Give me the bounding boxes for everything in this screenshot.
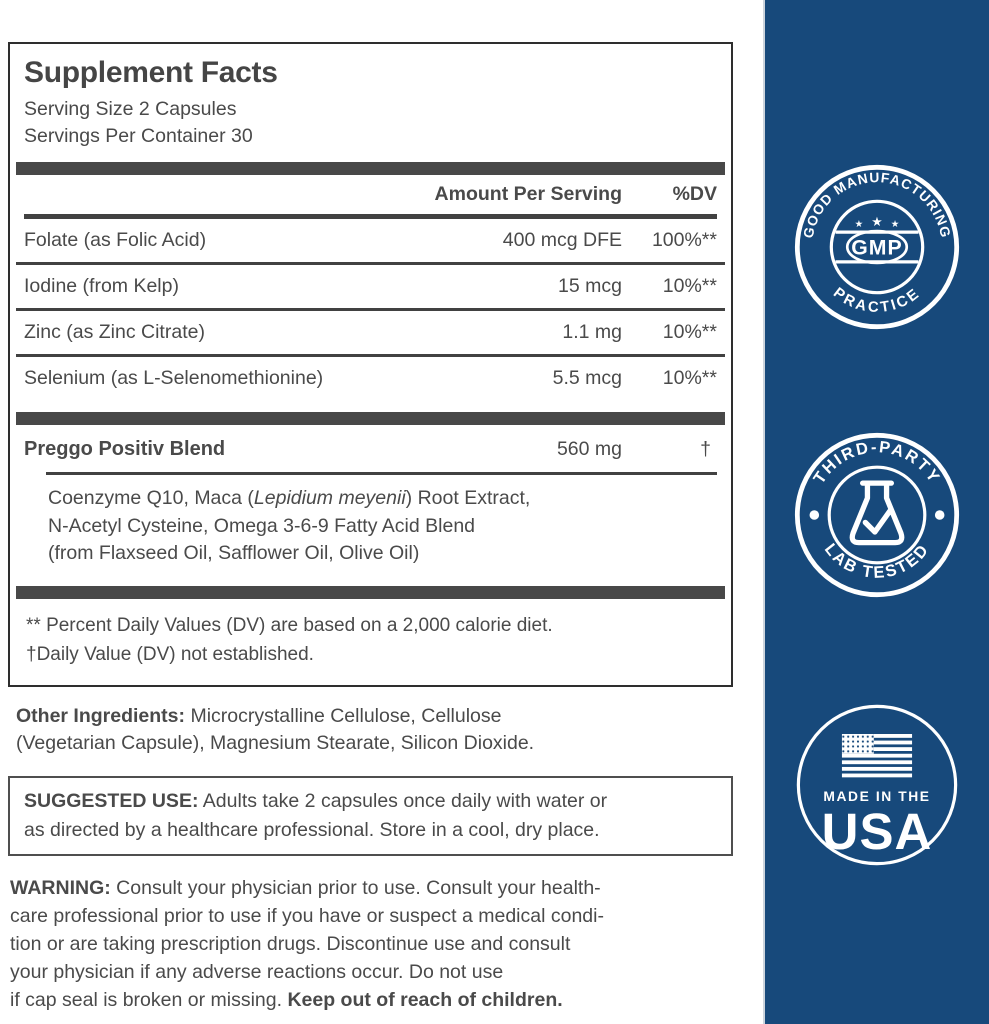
certification-sidebar (763, 0, 989, 1024)
divider-bar-middle (16, 412, 725, 425)
warning-text: if cap seal is broken or missing. (10, 989, 288, 1011)
warning (8, 874, 733, 1014)
suggested-use-text: as directed by a healthcare professional. Store in a cool, dry place. (24, 819, 600, 841)
divider-bar-top (16, 162, 725, 175)
svg-text:THIRD-PARTY (810, 438, 944, 487)
other-ingredients-text: Microcrystalline Cellulose, Cellulose (185, 704, 502, 727)
lab-arc-bottom-text: LAB TESTED (820, 540, 934, 582)
suggested-use-label: SUGGESTED USE: (24, 790, 199, 812)
warning-text: Consult your physician prior to use. Consult your health- (110, 877, 601, 899)
nutrient-dv: 100%** (651, 229, 717, 251)
other-ingredients (8, 703, 733, 757)
usa-big-text: USA (821, 802, 933, 860)
nutrient-name: Selenium (as L-Selenomethionine) (24, 367, 324, 389)
nutrient-amount: 5.5 mcg (552, 367, 622, 389)
other-ingredients-label: Other Ingredients: (16, 704, 186, 727)
footnotes (16, 599, 725, 673)
made-in-usa-badge-icon (792, 700, 962, 870)
gmp-center-text: GMP (851, 235, 903, 260)
nutrient-name: Zinc (as Zinc Citrate) (24, 321, 205, 343)
star-icon: ★ (854, 218, 864, 230)
blend-name: Preggo Positiv Blend (24, 438, 226, 460)
warning-text: your physician if any adverse reactions occur. Do not use (10, 961, 504, 983)
column-dv: %DV (672, 183, 717, 205)
flask-icon (852, 483, 901, 543)
column-amount-per-serving: Amount Per Serving (434, 183, 622, 205)
usa-small-text: MADE IN THE (823, 787, 931, 804)
nutrient-amount: 15 mcg (558, 275, 622, 297)
made-in-usa-badge (792, 700, 962, 870)
nutrient-name: Folate (as Folic Acid) (24, 229, 207, 251)
lab-left-dot (810, 510, 820, 520)
divider-bar-bottom (16, 586, 725, 599)
star-icon: ★ (871, 213, 883, 229)
gmp-arc-top-text: GOOD MANUFACTURING (799, 169, 955, 240)
gmp-badge (792, 162, 962, 332)
other-ingredients-text: (Vegetarian Capsule), Magnesium Stearate, Silicon Dioxide. (16, 731, 535, 754)
gmp-badge-icon (792, 162, 962, 332)
warning-text: care professional prior to use if you have or suspect a medical condi- (10, 905, 604, 927)
lab-tested-badge (792, 430, 962, 600)
checkmark-icon (865, 510, 891, 532)
warning-keep-out-of-reach: Keep out of reach of children. (287, 989, 563, 1011)
lab-tested-badge-icon (792, 430, 962, 600)
table-row (16, 219, 725, 262)
blend-description (16, 475, 725, 574)
table-row (16, 308, 725, 354)
label-content (8, 42, 733, 1024)
warning-text: tion or are taking prescription drugs. Discontinue use and consult (10, 933, 571, 955)
blend-dv-dagger: † (700, 438, 711, 460)
svg-text:LAB TESTED (821, 540, 933, 582)
footnote-dv-not-established: †Daily Value (DV) not established. (26, 643, 314, 665)
table-header (16, 183, 725, 214)
suggested-use-box (8, 776, 733, 856)
nutrient-dv: 10%** (662, 275, 717, 297)
footnote-daily-values: ** Percent Daily Values (DV) are based on a 2,000 calorie diet. (26, 614, 553, 636)
suggested-use-text: Adults take 2 capsules once daily with water or (198, 790, 608, 812)
lab-right-dot (935, 510, 945, 520)
nutrient-dv: 10%** (662, 367, 717, 389)
blend-amount: 560 mg (556, 438, 622, 460)
serving-size: Serving Size 2 Capsules (24, 98, 237, 120)
star-icon: ★ (890, 218, 900, 230)
blend-desc-latin-name: Lepidium meyenii (253, 487, 406, 509)
blend-desc-text: Coenzyme Q10, Maca ( (48, 487, 254, 509)
svg-text:PRACTICE (830, 285, 924, 316)
lab-arc-top-text: THIRD-PARTY (810, 438, 944, 488)
blend-desc-text: ) Root Extract, (405, 487, 531, 509)
servings-per-container: Servings Per Container 30 (24, 125, 253, 147)
table-row (16, 262, 725, 308)
warning-label: WARNING: (10, 877, 111, 899)
nutrient-amount: 1.1 mg (562, 321, 622, 343)
nutrient-name: Iodine (from Kelp) (24, 275, 179, 297)
nutrient-amount: 400 mcg DFE (502, 229, 622, 251)
us-flag-icon (842, 734, 912, 777)
table-row (16, 354, 725, 400)
panel-title: Supplement Facts (24, 56, 278, 89)
blend-desc-text: (from Flaxseed Oil, Safflower Oil, Olive Oil) (48, 542, 420, 564)
supplement-facts-panel (8, 42, 733, 687)
blend-desc-text: N-Acetyl Cysteine, Omega 3-6-9 Fatty Acid Blend (48, 514, 476, 537)
blend-row (16, 425, 725, 472)
gmp-arc-bottom-text: PRACTICE (830, 285, 924, 317)
nutrient-dv: 10%** (662, 321, 717, 343)
svg-text:GOOD MANUFACTURING (800, 169, 955, 239)
